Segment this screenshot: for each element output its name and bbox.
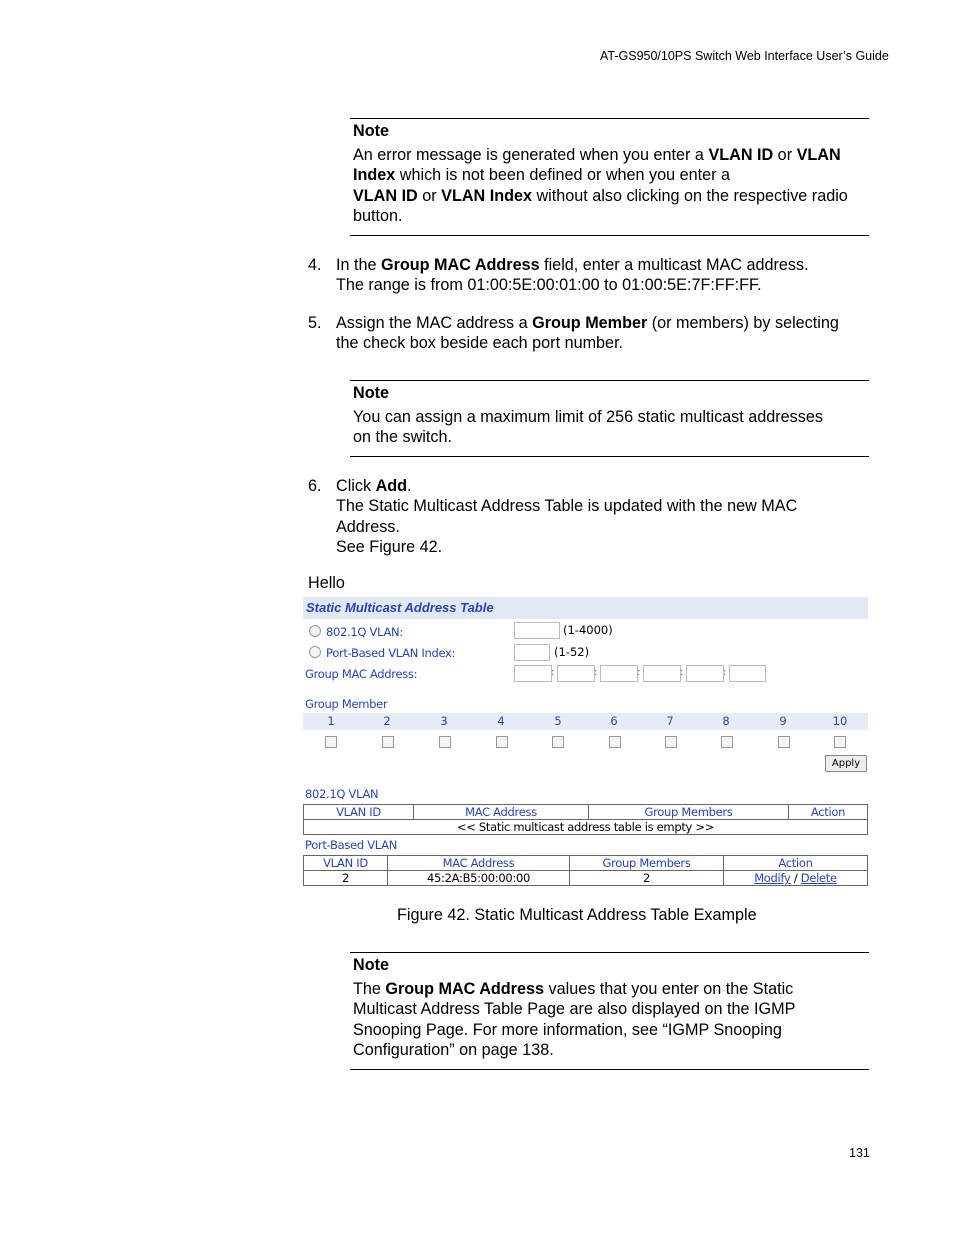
port-number: 10 <box>832 714 848 728</box>
port-number-bar <box>303 713 868 730</box>
note-title: Note <box>353 956 389 974</box>
mac-octet-input[interactable] <box>600 665 638 682</box>
column-header: VLAN ID <box>304 856 388 871</box>
pb-vlan-section-label: Port-Based VLAN <box>305 838 398 852</box>
vlan-index-input[interactable] <box>514 644 550 661</box>
port-7-checkbox[interactable] <box>665 736 677 748</box>
mac-label: Group MAC Address: <box>305 667 418 681</box>
port-number: 9 <box>779 714 787 728</box>
port-4-checkbox[interactable] <box>496 736 508 748</box>
apply-button[interactable]: Apply <box>825 755 867 772</box>
note-box <box>350 380 869 457</box>
hello-text: Hello <box>308 574 345 592</box>
column-header: MAC Address <box>414 805 589 820</box>
note-text: An error message is generated when you enter a VLAN ID or VLAN Index which is not been defined or when you enter a VLAN ID or VLAN Index without also clicking on the respective radio button. <box>353 145 848 225</box>
column-header: Group Members <box>570 856 724 871</box>
port-number: 4 <box>497 714 505 728</box>
note-title: Note <box>353 384 389 402</box>
column-header: MAC Address <box>388 856 570 871</box>
port-number: 8 <box>722 714 730 728</box>
port-2-checkbox[interactable] <box>382 736 394 748</box>
port-number: 3 <box>440 714 448 728</box>
pb-vlan-table <box>303 855 868 886</box>
action-cell: Modify / Delete <box>724 871 868 886</box>
mac-cell: 45:2A:B5:00:00:00 <box>388 871 570 886</box>
port-number: 6 <box>610 714 618 728</box>
figure-caption: Figure 42. Static Multicast Address Table Example <box>397 906 757 924</box>
column-header: Action <box>789 805 868 820</box>
page-number: 131 <box>849 1146 870 1160</box>
port-9-checkbox[interactable] <box>778 736 790 748</box>
q-vlan-section-label: 802.1Q VLAN <box>305 787 379 801</box>
port-number: 1 <box>327 714 335 728</box>
vlan-radio[interactable] <box>309 625 321 637</box>
mac-octet-input[interactable] <box>557 665 595 682</box>
vlan-id-input[interactable] <box>514 622 560 639</box>
port-10-checkbox[interactable] <box>834 736 846 748</box>
members-cell: 2 <box>570 871 724 886</box>
mac-octet-input[interactable] <box>686 665 724 682</box>
note-box <box>350 952 869 1070</box>
note-text: You can assign a maximum limit of 256 static multicast addresses on the switch. <box>353 407 823 446</box>
column-header: Group Members <box>589 805 789 820</box>
port-number: 2 <box>383 714 391 728</box>
vlan-radio-label: 802.1Q VLAN: <box>326 625 403 639</box>
delete-link[interactable]: Delete <box>800 871 837 885</box>
mac-octet-input[interactable] <box>729 665 766 682</box>
index-range-hint: (1-52) <box>554 645 590 659</box>
index-radio-label: Port-Based VLAN Index: <box>326 646 456 660</box>
port-6-checkbox[interactable] <box>609 736 621 748</box>
column-header: VLAN ID <box>304 805 414 820</box>
mac-octet-input[interactable] <box>514 665 552 682</box>
port-3-checkbox[interactable] <box>439 736 451 748</box>
note-box <box>350 118 869 236</box>
running-header: AT-GS950/10PS Switch Web Interface User’s Guide <box>600 49 889 63</box>
port-8-checkbox[interactable] <box>721 736 733 748</box>
port-number: 5 <box>554 714 562 728</box>
index-radio[interactable] <box>309 646 321 658</box>
note-title: Note <box>353 122 389 140</box>
vlan-id-cell: 2 <box>304 871 388 886</box>
column-header: Action <box>724 856 868 871</box>
vlan-range-hint: (1-4000) <box>563 623 613 637</box>
port-1-checkbox[interactable] <box>325 736 337 748</box>
group-member-label: Group Member <box>305 697 388 711</box>
table-row <box>304 871 868 886</box>
static-multicast-figure: Static Multicast Address Table 802.1Q VLAN: (1-4000) Port-Based VLAN Index: (1-52) Group MAC Address: : : : : : Group Member 1 2 3 4 5 6 7 8 9 10 Apply 802.1Q VLAN VLAN ID MAC Address Group Members Action << Static multicast address table is empty >> Port-Based VLAN VLAN ID MAC Address Group Members Action 2 45:2A:B5:00:00:00 2 Modify / Delete <box>303 597 868 889</box>
figure-titlebar <box>303 597 868 619</box>
mac-octet-input[interactable] <box>643 665 681 682</box>
modify-link[interactable]: Modify <box>754 871 791 885</box>
port-number: 7 <box>666 714 674 728</box>
note-text: The Group MAC Address values that you enter on the Static Multicast Address Table Page are also displayed on the IGMP Snooping Page. For more information, see “IGMP Snooping Configuration” on page 138. <box>353 979 796 1059</box>
q-vlan-table <box>303 804 868 835</box>
empty-table-message: << Static multicast address table is empty >> <box>304 820 868 835</box>
port-5-checkbox[interactable] <box>552 736 564 748</box>
figure-title: Static Multicast Address Table <box>306 600 494 615</box>
